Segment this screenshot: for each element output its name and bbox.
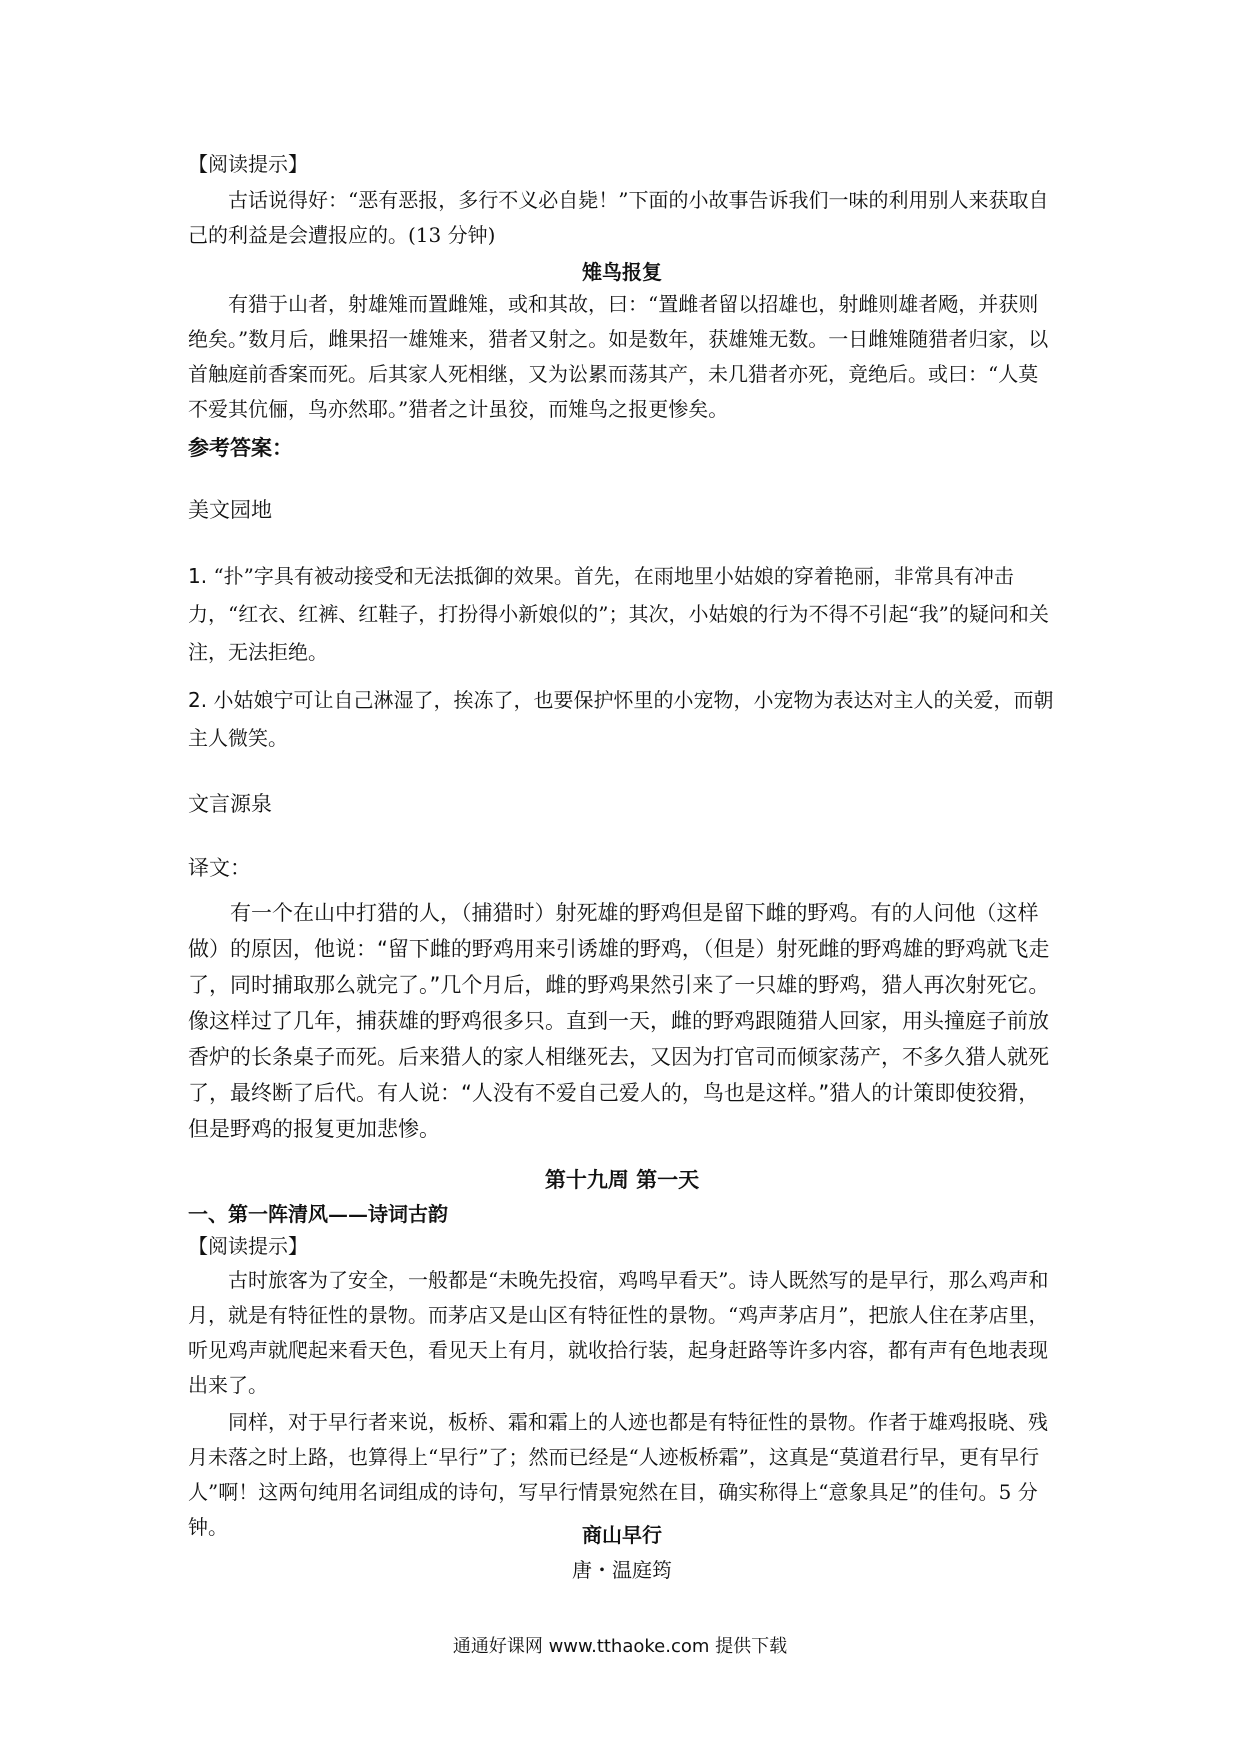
wenyan-heading: 文言源泉 (188, 792, 272, 816)
week-title: 第十九周 第一天 (544, 1168, 700, 1192)
meiwen-heading: 美文园地 (188, 498, 272, 522)
translation-text: 有一个在山中打猎的人，（捕猎时）射死雄的野鸡但是留下雌的野鸡。有的人问他（这样做）的原因，他说：“留下雌的野鸡用来引诱雄的野鸡，（但是）射死雌的野鸡雄的野鸡就飞走了，同时捕取那么就完了。”几个月后，雌的野鸡果然引来了一只雄的野鸡，猎人再次射死它。像这样过了几年，捕获雄的野鸡很多只。直到一天，雌的野鸡跟随猎人回家，用头撞庭子前放香炉的长条桌子而死。后来猎人的家人相继死去，又因为打官司而倾家荡产，不多久猎人就死了，最终断了后代。有人说：“人没有不爱自己爱人的，鸟也是这样。”猎人的计策即使狡猾，但是野鸡的报复更加悲惨。 (188, 901, 1050, 1141)
hint-paragraph-2: 同样，对于早行者来说，板桥、霜和霜上的人迹也都是有特征性的景物。作者于雄鸡报晓、残月未落之时上路，也算得上“早行”了；然而已经是“人迹板桥霜”，这真是“莫道君行早，更有早行人”啊！这两句纯用名词组成的诗句，写早行情景宛然在目，确实称得上“意象具足”的佳句。5 分钟。 (188, 1410, 1048, 1539)
answer-item-2 (188, 681, 1056, 757)
poem-author: 唐・温庭筠 (572, 1558, 672, 1582)
reading-hint-label-2: 【阅读提示】 (188, 1234, 308, 1258)
answer-text: “扑”字具有被动接受和无法抵御的效果。首先，在雨地里小姑娘的穿着艳丽，非常具有冲击力，“红衣、红裤、红鞋子，打扮得小新娘似的”；其次，小姑娘的行为不得不引起“我”的疑问和关注，无法拒绝。 (188, 564, 1049, 664)
answer-text: 小姑娘宁可让自己淋湿了，挨冻了，也要保护怀里的小宠物，小宠物为表达对主人的关爱，而朝主人微笑。 (188, 688, 1054, 750)
answer-item-1 (188, 557, 1056, 671)
page-footer: 通通好课网 www.tthaoke.com 提供下载 (452, 1636, 788, 1657)
hint-paragraph-1: 古时旅客为了安全，一般都是“未晚先投宿，鸡鸣早看天”。诗人既然写的是早行，那么鸡声和月，就是有特征性的景物。而茅店又是山区有特征性的景物。“鸡声茅店月”，把旅人住在茅店里，听见鸡声就爬起来看天色，看见天上有月，就收拾行装，起身赶路等许多内容，都有声有色地表现出来了。 (188, 1268, 1049, 1397)
section-heading: 一、第一阵清风——诗词古韵 (188, 1202, 448, 1226)
story-text: 有猎于山者，射雄雉而置雌雉，或和其故，曰：“置雌者留以招雄也，射雌则雄者飏，并获则绝矣。”数月后，雌果招一雄雉来，猎者又射之。如是数年，获雄雉无数。一日雌雉随猎者归家，以首触庭前香案而死。后其家人死相继，又为讼累而荡其产，未几猎者亦死，竟绝后。或曰：“人莫不爱其伉俪，鸟亦然耶。”猎者之计虽狡，而雉鸟之报更惨矣。 (188, 292, 1049, 421)
answer-number: 1. (188, 564, 208, 588)
story-title: 雉鸟报复 (582, 260, 662, 284)
translation-label: 译文： (188, 856, 251, 880)
poem-title: 商山早行 (582, 1523, 662, 1547)
reading-hint-text: 古话说得好：“恶有恶报，多行不义必自毙！”下面的小故事告诉我们一味的利用别人来获取自己的利益是会遭报应的。(13 分钟) (188, 188, 1049, 247)
reading-hint-label: 【阅读提示】 (188, 152, 308, 176)
answer-number: 2. (188, 688, 208, 712)
answers-heading: 参考答案： (188, 436, 293, 460)
